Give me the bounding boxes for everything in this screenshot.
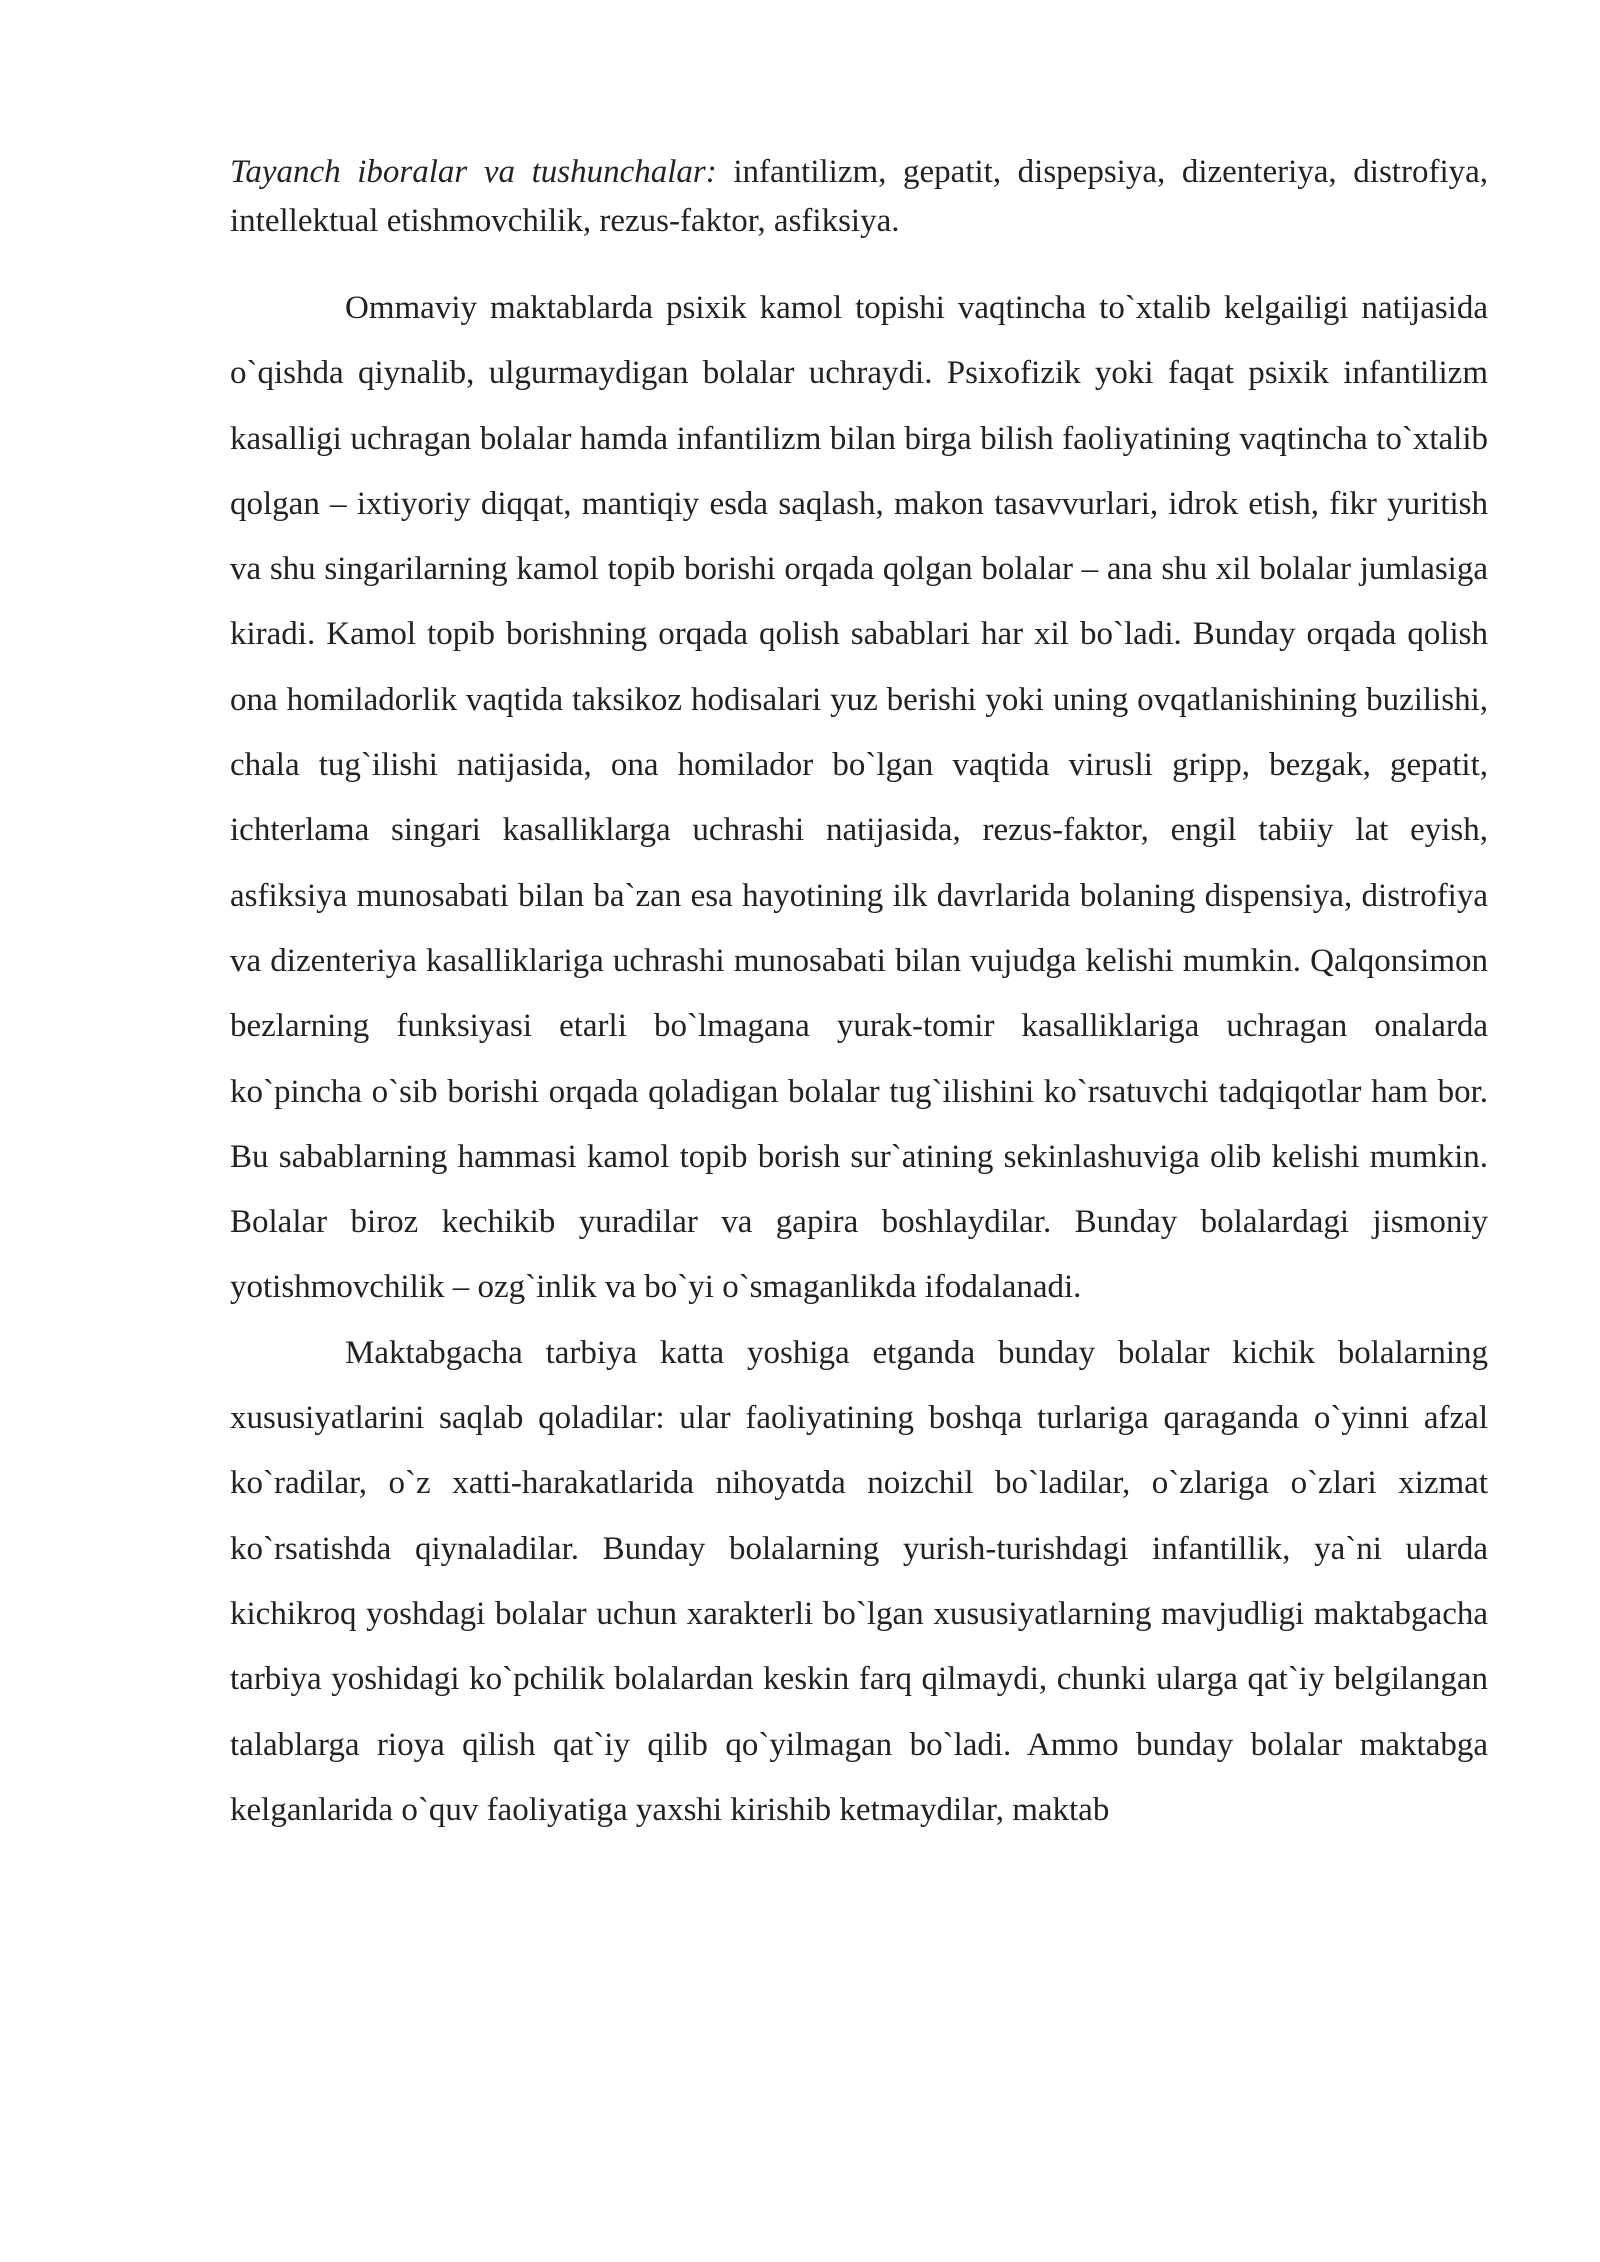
paragraph: Ommaviy maktablarda psixik kamol topishi vaqtincha to`xtalib kelgailigi natijasida o`qishda qiynalib, ulgurmaydigan bolalar uchraydi. Psixofizik yoki faqat psixik infantilizm kasalligi uchragan bolalar hamda infantilizm bilan birga bilish faoliyatining vaqtincha to`xtalib qolgan – ixtiyoriy diqqat, mantiqiy esda saqlash, makon tasavvurlari, idrok etish, fikr yuritish va shu singarilarning kamol topib borishi orqada qolgan bolalar – ana shu xil bolalar jumlasiga kiradi. Kamol topib borishning orqada qolish sabablari har xil bo`ladi. Bunday orqada qolish ona homiladorlik vaqtida taksikoz hodisalari yuz berishi yoki uning ovqatlanishining buzilishi, chala tug`ilishi natijasida, ona homilador bo`lgan vaqtida virusli gripp, bezgak, gepatit, ichterlama singari kasalliklarga uchrashi natijasida, rezus-faktor, engil tabiiy lat eyish, asfiksiya munosabati bilan ba`zan esa hayotining ilk davrlarida bolaning dispensiya, distrofiya va dizenteriya kasalliklariga uchrashi munosabati bilan vujudga kelishi mumkin. Qalqonsimon bezlarning funksiyasi etarli bo`lmagana yurak-tomir kasalliklariga uchragan onalarda ko`pincha o`sib borishi orqada qoladigan bolalar tug`ilishini ko`rsatuvchi tadqiqotlar ham bor. Bu sabablarning hammasi kamol topib borish sur`atining sekinlashuviga olib kelishi mumkin. Bolalar biroz kechikib yuradilar va gapira boshlaydilar. Bunday bolalardagi jismoniy yotishmovchilik – ozg`inlik va bo`yi o`smaganlikda ifodalanadi.	[230, 290, 1488, 1306]
keywords-label: Tayanch iboralar va tushunchalar:	[230, 154, 717, 190]
keywords-line	[230, 148, 1488, 246]
document-body	[230, 148, 1488, 1843]
keywords-text: infantilizm, gepatit, dispepsiya, dizenteriya, distrofiya, intellektual etishmovchilik, rezus-faktor, asfiksiya.	[230, 154, 1489, 239]
paragraph: Maktabgacha tarbiya katta yoshiga etganda bunday bolalar kichik bolalarning xususiyatlarini saqlab qoladilar: ular faoliyatining boshqa turlariga qaraganda o`yinni afzal ko`radilar, o`z xatti-harakatlarida nihoyatda noizchil bo`ladilar, o`zlariga o`zlari xizmat ko`rsatishda qiynaladilar. Bunday bolalarning yurish-turishdagi infantillik, ya`ni ularda kichikroq yoshdagi bolalar uchun xarakterli bo`lgan xususiyatlarning mavjudligi maktabgacha tarbiya yoshidagi ko`pchilik bolalardan keskin farq qilmaydi, chunki ularga qat`iy belgilangan talablarga rioya qilish qat`iy qilib qo`yilmagan bo`ladi. Ammo bunday bolalar maktabga kelganlarida o`quv faoliyatiga yaxshi kirishib ketmaydilar, maktab	[230, 1334, 1488, 1828]
